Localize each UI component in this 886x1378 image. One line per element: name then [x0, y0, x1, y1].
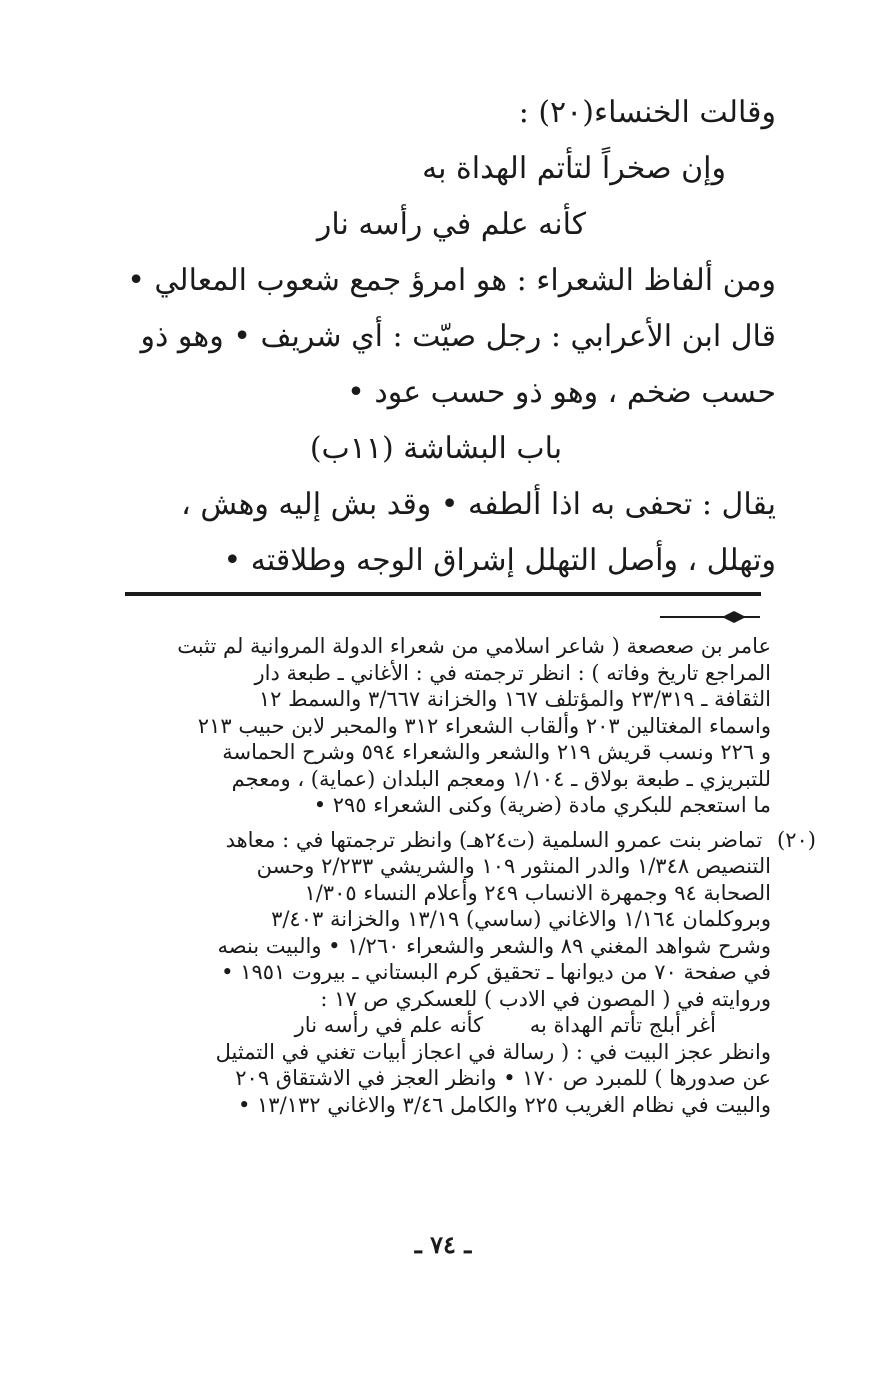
- footnote-verse: [116, 1012, 771, 1039]
- footnote-line: عامر بن صعصعة ( شاعر اسلامي من شعراء الدولة المروانية لم تثبت: [177, 634, 771, 658]
- footnote-text: تماضر بنت عمرو السلمية (ت٢٤هـ) وانظر ترجمتها في : معاهد: [225, 827, 763, 852]
- footnote-line: وشرح شواهد المغني ٨٩ والشعر والشعراء ١/٢٦٠ • والبيت بنصه: [217, 933, 771, 958]
- footnote-line: المراجع تاريخ وفاته ) : انظر ترجمته في : الأغاني ـ طبعة دار: [254, 660, 771, 685]
- footnote-line: في صفحة ٧٠ من ديوانها ـ تحقيق كرم البستاني ـ بيروت ١٩٥١ •: [221, 960, 771, 984]
- text-line: قال ابن الأعرابي : رجل صيّت : أي شريف • وهو ذو: [140, 319, 776, 354]
- footnote-line: ما استعجم للبكري مادة (ضرية) وكنى الشعراء ٢٩٥ •: [313, 793, 771, 817]
- footnotes: [116, 633, 816, 1118]
- footnote-20-first-line: [116, 827, 816, 854]
- footnote-verse-second-hemistich: كأنه علم في رأسه نار: [294, 1013, 484, 1037]
- footnote-line: الثقافة ـ ٢٣/٣١٩ والمؤتلف ١٦٧ والخزانة ٣/٦٦٧ والسمط ١٢: [258, 687, 771, 711]
- text-line: وتهلل ، وأصل التهلل إشراق الوجه وطلاقته •: [223, 543, 776, 578]
- footnote-number: (٢٠): [777, 827, 816, 852]
- main-text: [96, 85, 776, 589]
- verse-first-hemistich: وإن صخراً لتأتم الهداة به: [422, 151, 726, 186]
- divider-ornament-icon: [660, 609, 760, 625]
- text-line: ومن ألفاظ الشعراء : هو امرؤ جمع شعوب المعالي •: [127, 263, 776, 298]
- footnote-verse-first-hemistich: أغر أبلج تأتم الهداة به: [529, 1013, 716, 1037]
- footnote-divider: [125, 592, 761, 596]
- poem-intro-line: وقالت الخنساء(٢٠) :: [518, 95, 776, 130]
- footnote-line: عن صدورها ) للمبرد ص ١٧٠ • وانظر العجز في الاشتقاق ٢٠٩: [235, 1066, 771, 1090]
- text-line: حسب ضخم ، وهو ذو حسب عود •: [347, 375, 776, 410]
- footnote-line: الصحابة ٩٤ وجمهرة الانساب ٢٤٩ وأعلام النساء ١/٣٠٥: [304, 880, 771, 905]
- section-heading: باب البشاشة (١١ب): [309, 431, 563, 466]
- footnote-line: وروايته في ( المصون في الادب ) للعسكري ص ١٧ :: [320, 986, 771, 1011]
- footnote-line: التنصيص ١/٣٤٨ والدر المنثور ١٠٩ والشريشي ٢/٢٣٣ وحسن: [256, 854, 771, 878]
- footnote-line: والبيت في نظام الغريب ٢٢٥ والكامل ٣/٤٦ والاغاني ١٣/١٣٢ •: [237, 1092, 771, 1117]
- footnote-line: وبروكلمان ١/١٦٤ والاغاني (ساسي) ١٣/١٩ والخزانة ٣/٤٠٣: [271, 907, 771, 931]
- verse-second-hemistich: كأنه علم في رأسه نار: [316, 207, 586, 242]
- footnote-line: و ٢٢٦ ونسب قريش ٢١٩ والشعر والشعراء ٥٩٤ وشرح الحماسة: [222, 740, 771, 764]
- footnote-line: وانظر عجز البيت في : ( رسالة في اعجاز أبيات تغني في التمثيل: [215, 1039, 771, 1064]
- text-line: يقال : تحفى به اذا ألطفه • وقد بش إليه وهش ،: [181, 487, 776, 522]
- page-number: ـ ٧٤ ـ: [414, 1230, 472, 1259]
- footnote-line: للتبريزي ـ طبعة بولاق ـ ١/١٠٤ ومعجم البلدان (عماية) ، ومعجم: [231, 766, 771, 791]
- footnote-line: واسماء المغتالين ٢٠٣ وألقاب الشعراء ٣١٢ والمحبر لابن حبيب ٢١٣: [197, 713, 771, 738]
